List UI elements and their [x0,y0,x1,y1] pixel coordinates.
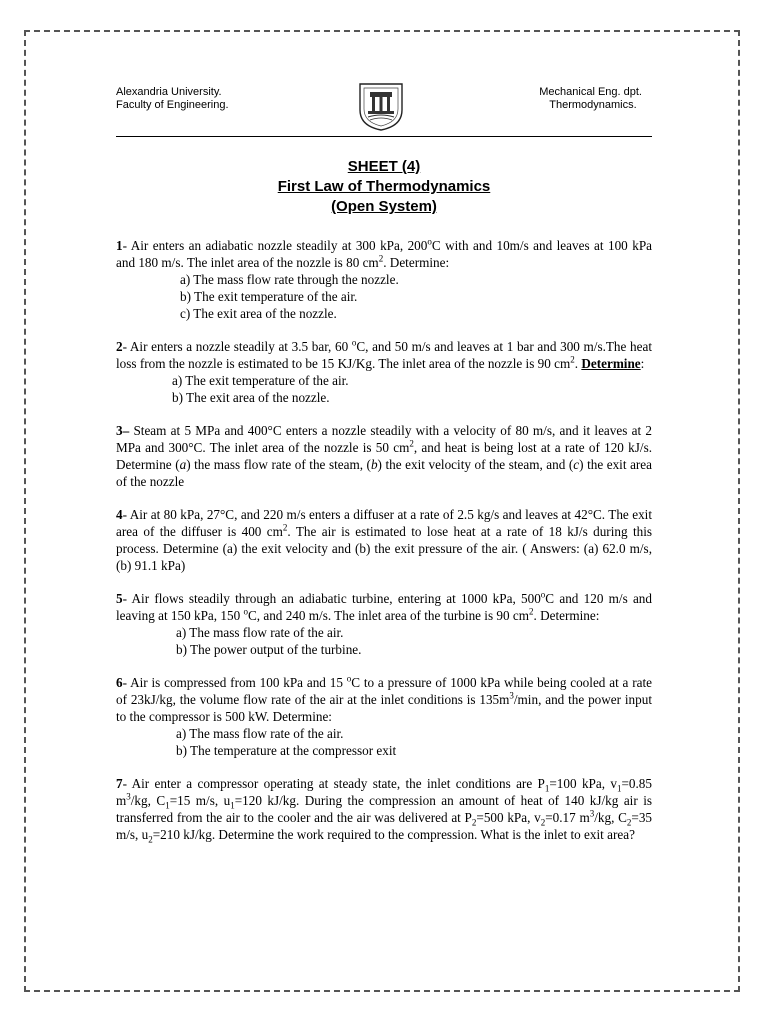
department-name: Mechanical Eng. dpt. [539,86,642,98]
university-name: Alexandria University. [116,86,222,98]
problem-5-part-a: a) The mass flow rate of the air. [176,625,344,640]
problem-6-statement: 6- Air is compressed from 100 kPa and 15 $^o$C to a pressure of 1000 kPa while being cooled at a rate of 23kJ/kg, the volume flow rate of the air at the inlet conditions is $135m^3/\min$, and the power input to the compressor is 500 kW. Determine: [116,673,652,724]
problem-1-part-c: c) The exit area of the nozzle. [180,306,337,321]
problem-list [116,237,652,859]
problem-2-part-a: a) The exit temperature of the air. [172,373,349,388]
problem-1-part-a: a) The mass flow rate through the nozzle. [180,272,399,287]
faculty-name: Faculty of Engineering. [116,99,229,111]
problem-6-part-a: a) The mass flow rate of the air. [176,726,344,741]
problem-5-part-b: b) The power output of the turbine. [176,642,362,657]
header-divider [116,136,652,137]
document-header [116,78,652,136]
problem-number: 4 [116,507,123,522]
problem-3 [116,422,652,490]
problem-5-statement: 5- Air flows steadily through an adiabatic turbine, entering at 1000 kPa, 500$^o$C and 120 m/s and leaving at 150 kPa, 150 $^o$C, and 240 m/s. The inlet area of the turbine is 90 $cm^2$. Determine: [116,589,652,623]
course-name: Thermodynamics. [549,99,637,111]
problem-7-statement: 7- Air enter a compressor operating at steady state, the inlet conditions are $P_1=100$ kPa, $v_1=0.85$ $m^3/kg$, $C_1=15$ m/s, $u_1=120$ kJ/kg. During the compression an amount of heat of 140 kJ/kg air is transferred from the air to the cooler and the air was delivered at $P_2=500$ kPa, $v_2=0.17$ $m^3/kg$, $C_2=35$ m/s, $u_2=210$ kJ/kg. Determine the work required to the compression. What is the inlet to exit area? [116,776,653,845]
problem-3-statement: 3– Steam at 5 MPa and 400°C enters a nozzle steadily with a velocity of 80 m/s, and it leaves at 2 MPa and 300°C. The inlet area of the nozzle is 50 $cm^2$, and heat is being lost at a rate of 120 kJ/s. Determine (a) the mass flow rate of the steam, (b) the exit velocity of the steam, and (c) the exit area of the nozzle [116,423,653,489]
problem-number: 3– [116,423,130,438]
institution-block [116,86,229,112]
problem-number: 6 [116,675,123,690]
problem-4-statement: 4- Air at 80 kPa, 27°C, and 220 m/s enters a diffuser at a rate of 2.5 kg/s and leaves at 42°C. The exit area of the diffuser is 400 $cm^2$. The air is estimated to lose heat at a rate of 18 kJ/s during this process. Determine (a) the exit velocity and (b) the exit pressure of the air. ( Answers: (a) 62.0 m/s, (b) 91.1 kPa) [116,507,653,573]
sheet-topic: First Law of Thermodynamics [277,178,491,195]
sheet-subtopic: (Open System) [331,198,437,215]
problem-1 [116,237,652,322]
problem-5 [116,590,652,658]
problem-7 [116,775,652,843]
determine-label: Determine [581,356,641,371]
problem-6 [116,674,652,759]
problem-1-statement: 1- Air enters an adiabatic nozzle steadily at 300 kPa, 200$^o$C with and 10m/s and leaves at 100 kPa and 180 m/s. The inlet area of the nozzle is 80 $cm^2$. Determine: [116,236,653,270]
sheet-number: SHEET (4) [347,158,421,175]
sheet-titles [116,157,652,217]
university-seal-logo [356,80,406,132]
problem-2-part-b: b) The exit area of the nozzle. [172,390,330,405]
problem-number: 5 [116,591,123,606]
problem-2-statement: 2- Air enters a nozzle steadily at 3.5 bar, 60 $^o$C, and 50 m/s and leaves at 1 bar and 300 m/s.The heat loss from the nozzle is estimated to be 15 KJ/Kg. The inlet area of the nozzle is 90 $cm^2$. Determine: [116,337,652,371]
problem-number: 1 [116,238,123,253]
problem-4 [116,506,652,574]
problem-2 [116,338,652,406]
department-block [539,86,642,112]
problem-number: 7 [116,776,123,791]
problem-6-part-b: b) The temperature at the compressor exit [176,743,397,758]
problem-1-part-b: b) The exit temperature of the air. [180,289,358,304]
problem-number: 2 [116,339,123,354]
